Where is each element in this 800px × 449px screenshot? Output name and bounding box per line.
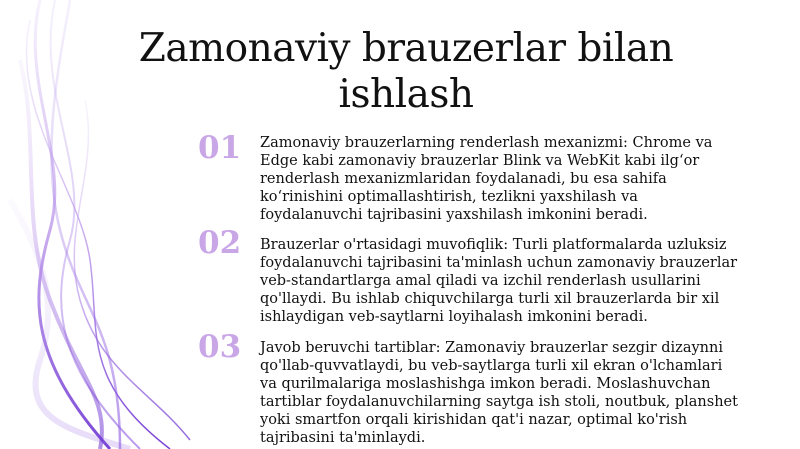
item-text-01: Zamonaviy brauzerlarning renderlash mexanizmi: Chrome va Edge kabi zamonaviy brauzerlar Blink va WebKit kabi ilg‘or renderlash mexanizmlaridan foydalanadi, bu esa sahifa ko‘rinishini optimallashtirish, tezlikni yaxshilash va foydalanuvchi tajribasini yaxshilash imkonini beradi. <box>260 135 713 223</box>
item-text-02: Brauzerlar o'rtasidagi muvofiqlik: Turli platformalarda uzluksiz foydalanuvchi tajribasini ta'minlash uchun zamonaviy brauzerlar veb-standartlarga amal qiladi va izchil renderlash usullarini qo'llaydi. Bu ishlab chiquvchilarga turli xil brauzerlarda bir xil ishlaydigan veb-saytlarni loyihalash imkonini beradi. <box>260 237 738 325</box>
item-number-02: 02 <box>198 225 242 261</box>
item-text-03: Javob beruvchi tartiblar: Zamonaviy brauzerlar sezgir dizaynni qo'llab-quvvatlaydi, bu veb-saytlarga turli xil ekran o'lchamlari va qurilmalariga moslashishga imkon beradi. Moslashuvchan tartiblar foydalanuvchilarning saytga ish stoli, noutbuk, planshet yoki smartfon orqali kirishidan qat'i nazar, optimal ko'rish tajribasini ta'minlaydi. <box>260 340 738 446</box>
item-number-03: 03 <box>198 329 242 365</box>
item-number-01: 01 <box>198 130 242 166</box>
slide-title: Zamonaviy brauzerlar bilan ishlash <box>138 26 674 117</box>
